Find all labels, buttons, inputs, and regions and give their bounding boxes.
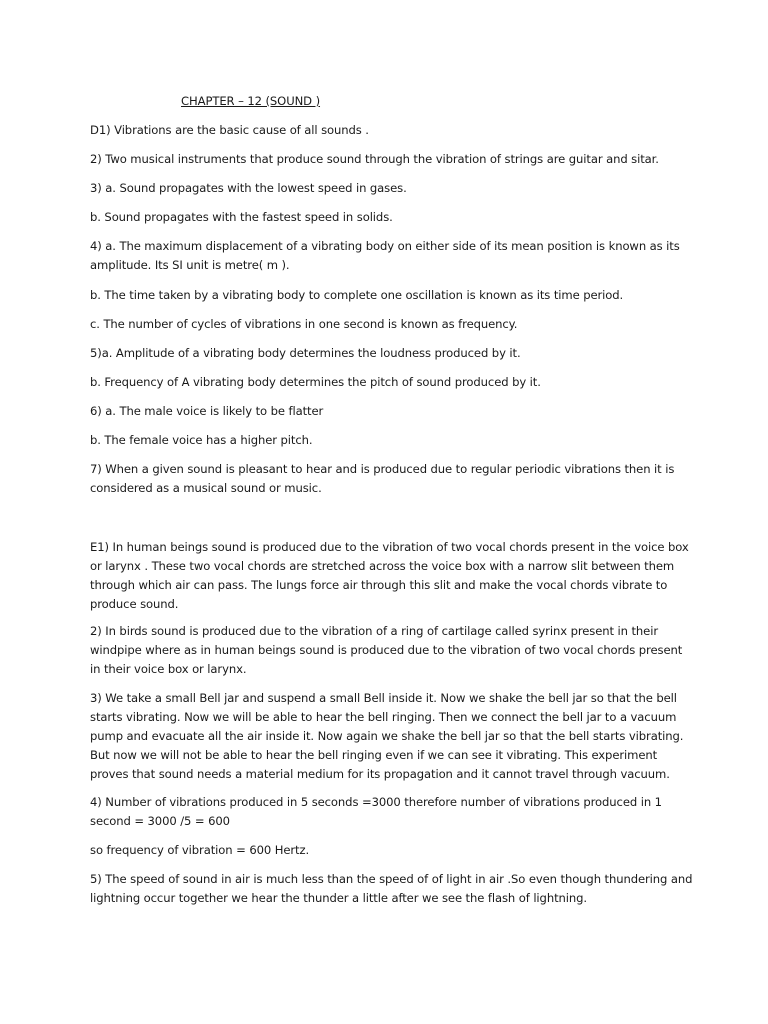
answer-d4b (90, 286, 690, 305)
answer-e5 (90, 870, 693, 908)
text-line: 5)a. Amplitude of a vibrating body determines the loudness produced by it. (90, 346, 521, 360)
answer-d6b (90, 431, 690, 450)
answer-d1 (90, 121, 690, 140)
text-line: 3) We take a small Bell jar and suspend a small Bell inside it. Now we shake the bell jar so that the bell (90, 691, 677, 705)
answer-d3b (90, 208, 690, 227)
text-line: proves that sound needs a material medium for its propagation and it cannot travel through vacuum. (90, 767, 670, 781)
text-line: amplitude. Its SI unit is metre( m ). (90, 258, 290, 272)
text-line: so frequency of vibration = 600 Hertz. (90, 843, 310, 857)
answer-d6a (90, 402, 690, 421)
text-line: 4) a. The maximum displacement of a vibrating body on either side of its mean position is known as its (90, 239, 680, 253)
text-line: considered as a musical sound or music. (90, 481, 322, 495)
text-line: second = 3000 /5 = 600 (90, 814, 230, 828)
answer-d5b (90, 373, 690, 392)
text-line: E1) In human beings sound is produced due to the vibration of two vocal chords present in the voice box (90, 540, 689, 554)
text-line: lightning occur together we hear the thunder a little after we see the flash of lightning. (90, 891, 587, 905)
text-line: 7) When a given sound is pleasant to hear and is produced due to regular periodic vibrations then it is (90, 462, 675, 476)
text-line: 2) In birds sound is produced due to the vibration of a ring of cartilage called syrinx present in their (90, 624, 658, 638)
text-line: D1) Vibrations are the basic cause of all sounds . (90, 123, 369, 137)
text-line: 3) a. Sound propagates with the lowest speed in gases. (90, 181, 407, 195)
text-line: b. Frequency of A vibrating body determines the pitch of sound produced by it. (90, 375, 541, 389)
answer-e1 (90, 538, 690, 614)
text-line: produce sound. (90, 597, 179, 611)
text-line: or larynx . These two vocal chords are stretched across the voice box with a narrow slit between them (90, 559, 675, 573)
text-line: 5) The speed of sound in air is much less than the speed of of light in air .So even though thundering and (90, 872, 693, 886)
answer-d4c (90, 315, 690, 334)
text-line: 4) Number of vibrations produced in 5 seconds =3000 therefore number of vibrations produced in 1 (90, 795, 662, 809)
answer-e4 (90, 793, 690, 831)
answer-d3a (90, 179, 690, 198)
text-line: through which air can pass. The lungs force air through this slit and make the vocal chords vibrate to (90, 578, 668, 592)
text-line: starts vibrating. Now we will be able to hear the bell ringing. Then we connect the bell jar to a vacuum (90, 710, 677, 724)
answer-d5a (90, 344, 690, 363)
answer-d2 (90, 150, 690, 169)
text-line: b. Sound propagates with the fastest speed in solids. (90, 210, 393, 224)
answer-e3 (90, 689, 690, 784)
chapter-title: CHAPTER – 12 (SOUND ) (181, 94, 321, 108)
text-line: b. The female voice has a higher pitch. (90, 433, 313, 447)
answer-e2 (90, 622, 690, 679)
text-line: c. The number of cycles of vibrations in one second is known as frequency. (90, 317, 518, 331)
text-line: 6) a. The male voice is likely to be flatter (90, 404, 324, 418)
text-line: pump and evacuate all the air inside it. Now again we shake the bell jar so that the bell starts vibrating. (90, 729, 684, 743)
text-line: b. The time taken by a vibrating body to complete one oscillation is known as its time period. (90, 288, 624, 302)
text-line: in their voice box or larynx. (90, 662, 247, 676)
answer-d4a (90, 237, 690, 275)
answer-e4-frequency (90, 841, 690, 860)
text-line: But now we will not be able to hear the bell ringing even if we can see it vibrating. This experiment (90, 748, 658, 762)
text-line: windpipe where as in human beings sound is produced due to the vibration of two vocal chords present (90, 643, 683, 657)
text-line: 2) Two musical instruments that produce sound through the vibration of strings are guitar and sitar. (90, 152, 659, 166)
answer-d7 (90, 460, 690, 498)
